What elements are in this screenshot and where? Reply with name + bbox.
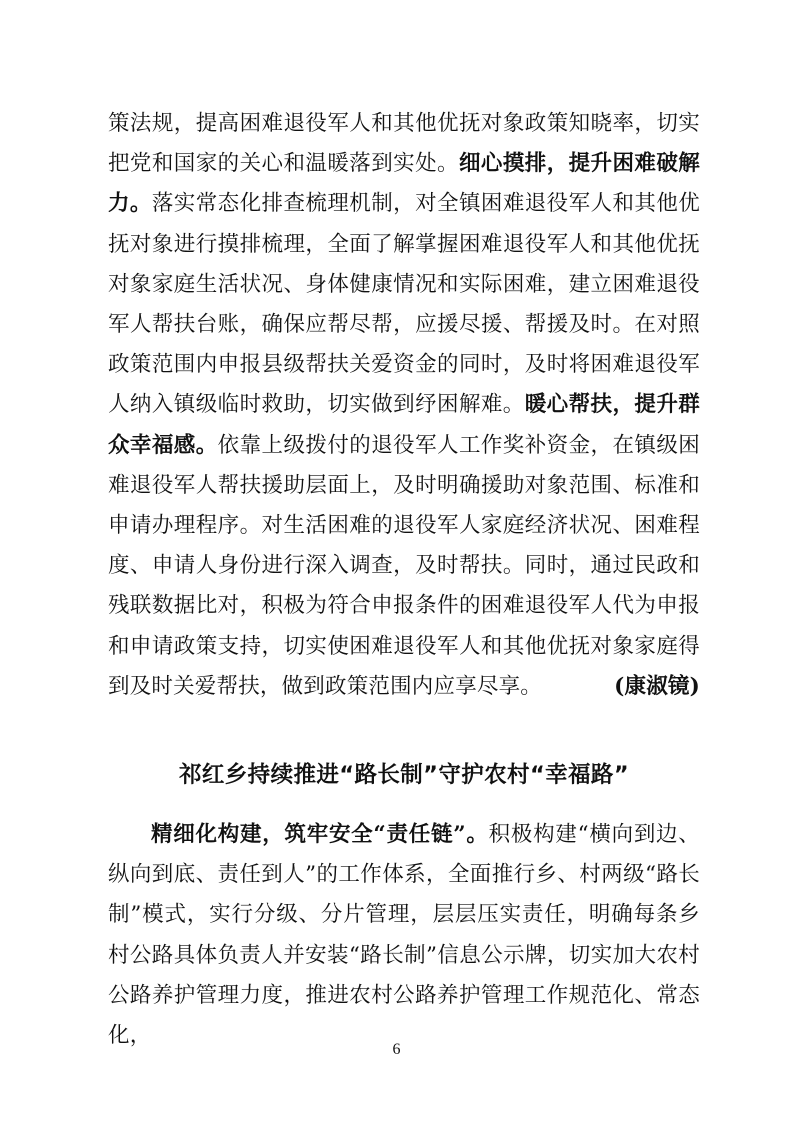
- bold-lead-phrase: 精细化构建，筑牢安全“责任链”。: [151, 822, 489, 848]
- bold-lead-phrase: 暖心帮扶，提升群众幸福感。: [108, 392, 700, 458]
- paragraph-road-chief: [108, 815, 700, 1056]
- paragraph-veteran-support: [108, 104, 700, 707]
- paragraph-text: 依靠上级拨付的退役军人工作奖补资金，在镇级困难退役军人帮扶援助层面上，及时明确援助对象范围、标准和申请办理程序。对生活困难的退役军人家庭经济状况、困难程度、申请人身份进行深入调查，及时帮扶。同时，通过民政和残联数据比对，积极为符合申报条件的困难退役军人代为申报和申请政策支持，切实使困难退役军人和其他优抚对象家庭得到及时关爱帮扶，做到政策范围内应享尽享。: [108, 432, 700, 699]
- paragraph-text: 落实常态化排查梳理机制，对全镇困难退役军人和其他优抚对象进行摸排梳理，全面了解掌握困难退役军人和其他优抚对象家庭生活状况、身体健康情况和实际困难，建立困难退役军人帮扶台账，确保应帮尽帮，应援尽援、帮援及时。在对照政策范围内申报县级帮扶关爱资金的同时，及时将困难退役军人纳入镇级临时救助，切实做到纾困解难。: [108, 191, 700, 418]
- article-heading: 祁红乡持续推进“路长制”守护农村“幸福路”: [178, 762, 630, 789]
- paragraph-text: 策法规，提高困难退役军人和其他优抚对象政策知晓率，切实把党和国家的关心和温暖落到实处。: [108, 111, 700, 177]
- paragraph-text: 积极构建“横向到边、纵向到底、责任到人”的工作体系，全面推行乡、村两级“路长制”模式，实行分级、分片管理，层层压实责任，明确每条乡村公路具体负责人并安装“路长制”信息公示牌，切实加大农村公路养护管理力度，推进农村公路养护管理工作规范化、常态化，: [108, 822, 700, 1049]
- bold-lead-phrase: 细心摸排，提升困难破解力。: [108, 151, 700, 217]
- document-body: [108, 104, 700, 1056]
- page-number: 6: [392, 1041, 401, 1058]
- author-attribution: (康淑镜): [614, 673, 700, 699]
